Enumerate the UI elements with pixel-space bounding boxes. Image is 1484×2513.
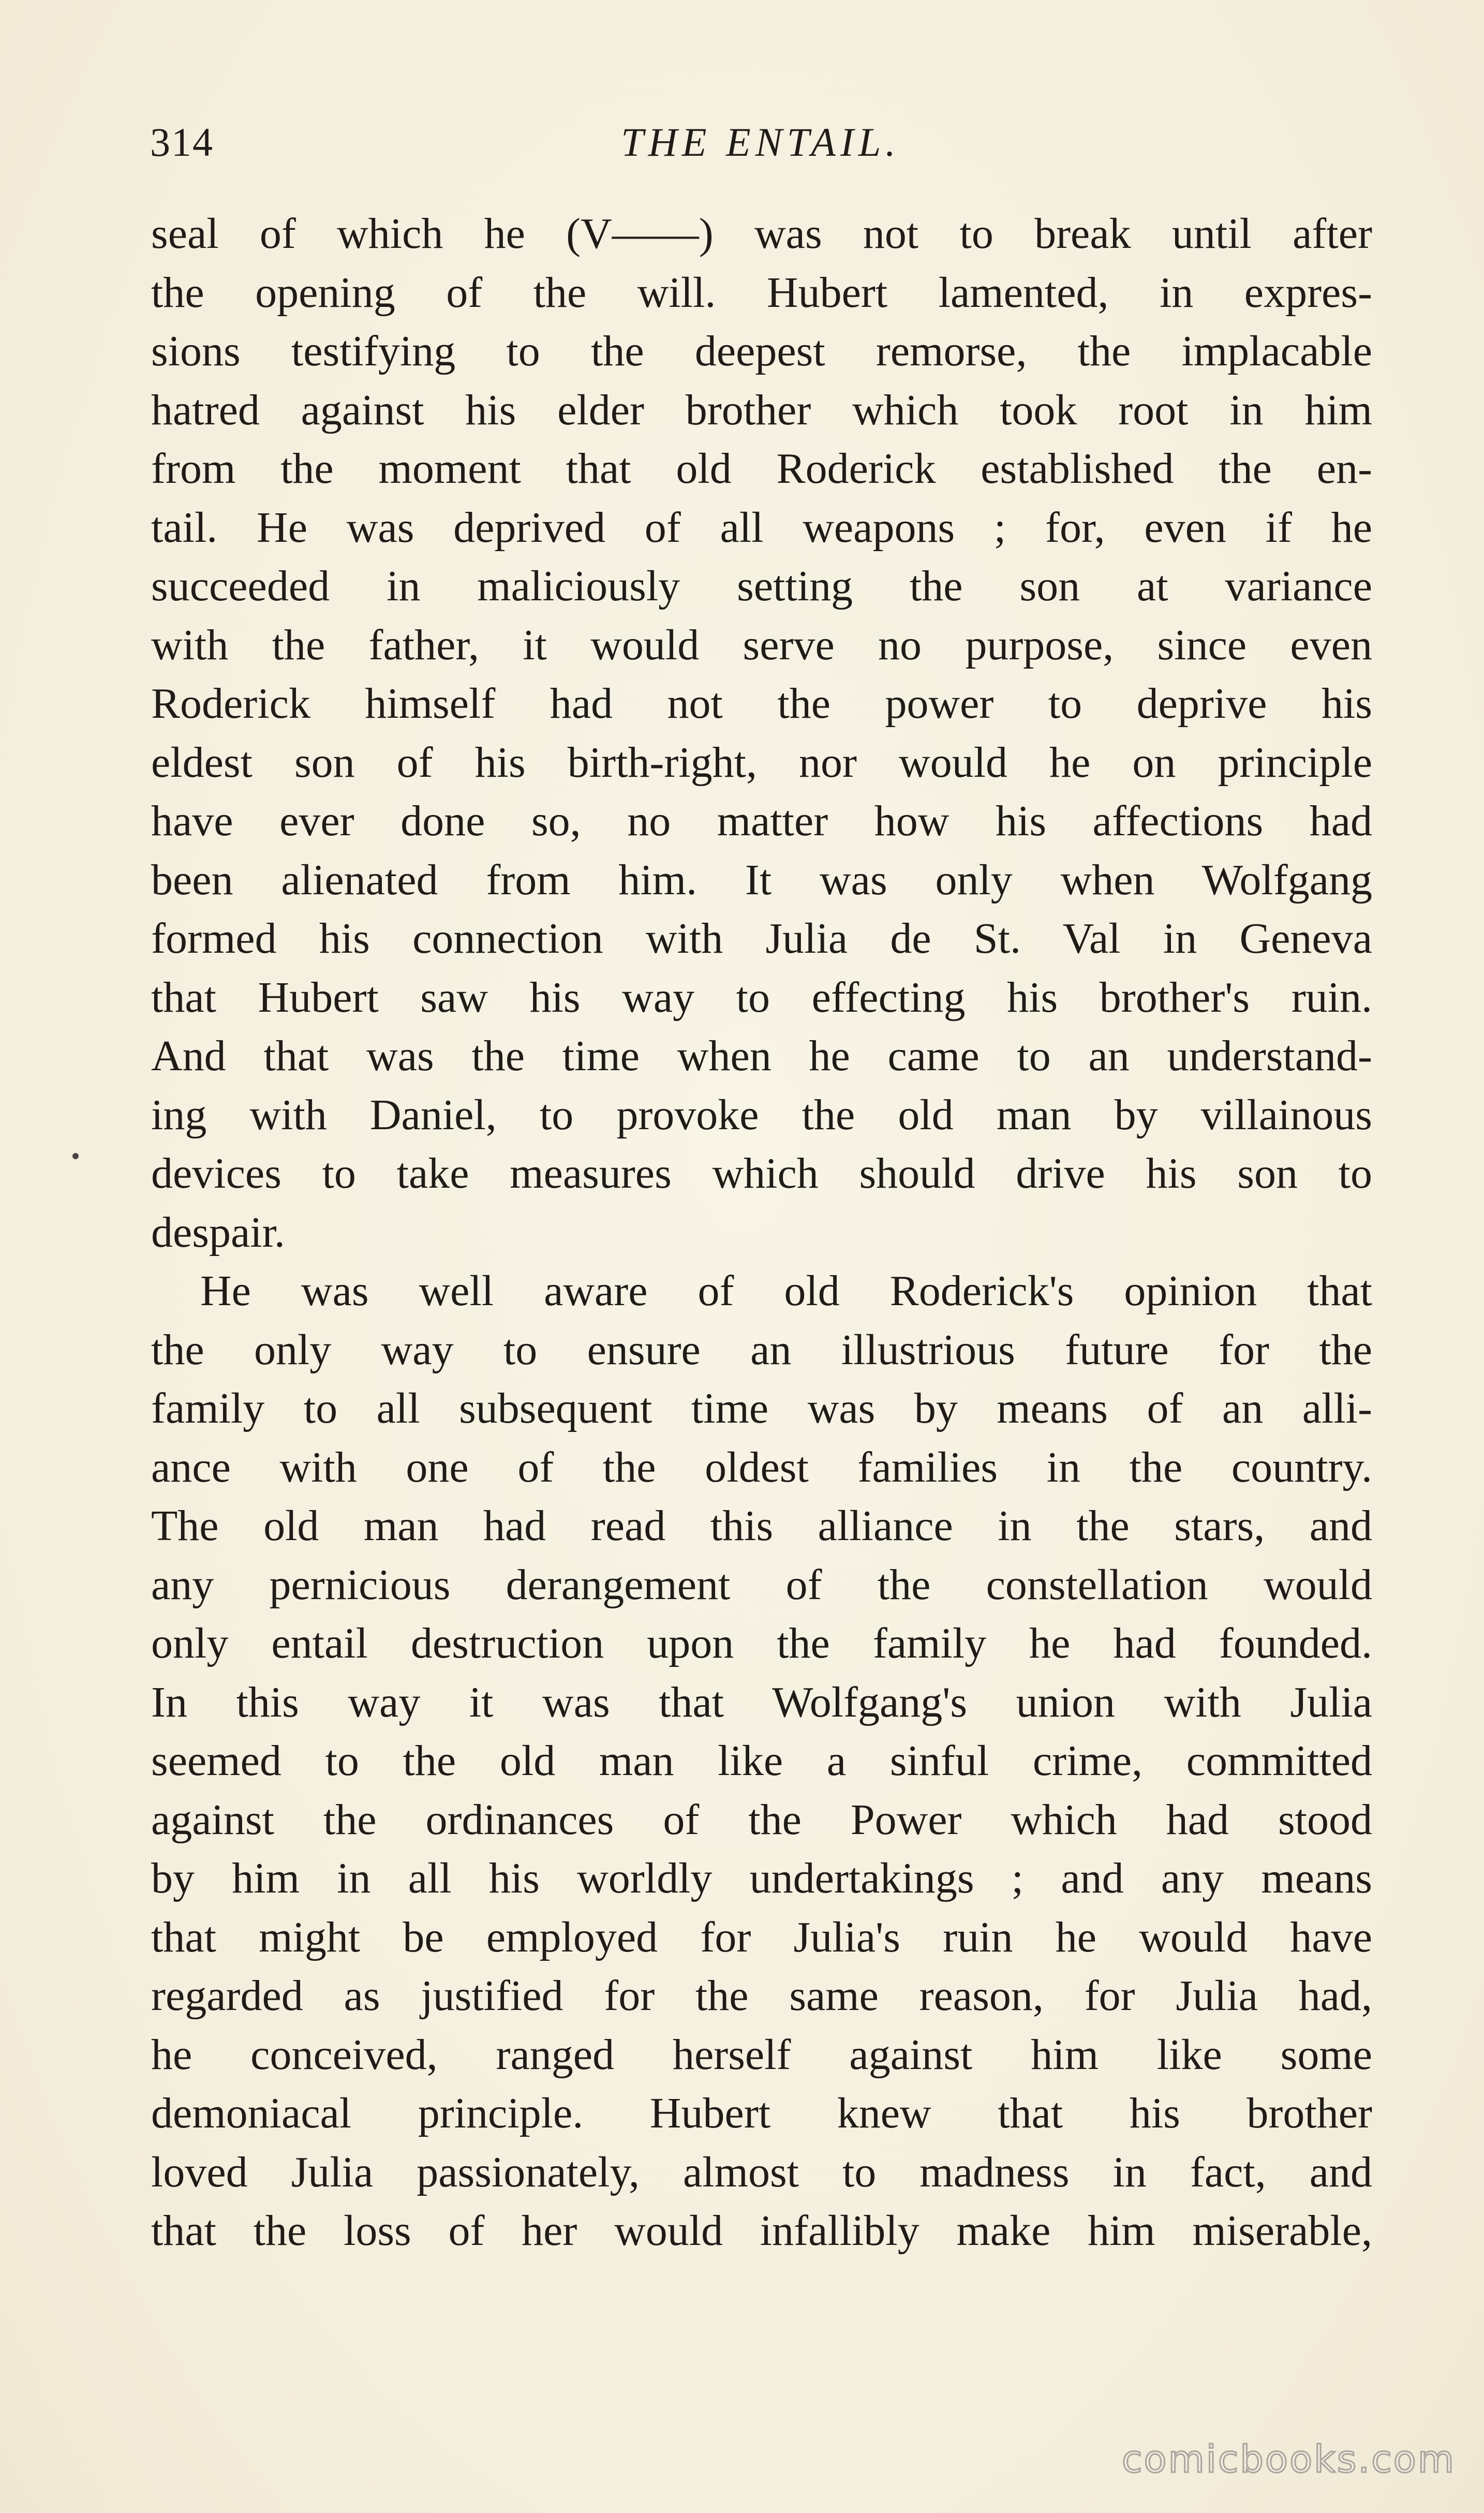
text-line: And that was the time when he came to an understand-: [151, 1032, 1372, 1080]
paragraph-start-line: He was well aware of old Roderick's opinion that: [200, 1267, 1372, 1315]
text-line: only entail destruction upon the family he had founded.: [151, 1619, 1372, 1667]
text-line: that Hubert saw his way to effecting his brother's ruin.: [151, 973, 1372, 1022]
text-line: loved Julia passionately, almost to madness in fact, and: [151, 2148, 1372, 2196]
text-line: In this way it was that Wolfgang's union with Julia: [151, 1678, 1372, 1726]
watermark: comicbooks.com: [1121, 2437, 1456, 2481]
text-line: against the ordinances of the Power which had stood: [151, 1795, 1372, 1844]
ink-speck: [72, 1153, 79, 1159]
body-text: [151, 204, 1372, 2260]
text-line: Roderick himself had not the power to deprive his: [151, 679, 1372, 728]
text-line: by him in all his worldly undertakings ; and any means: [151, 1854, 1372, 1902]
text-line: despair.: [151, 1208, 285, 1256]
text-line: that might be employed for Julia's ruin he would have: [151, 1913, 1372, 1961]
running-head: THE ENTAIL.: [621, 120, 900, 165]
page-number: 314: [150, 120, 214, 165]
text-line: demoniacal principle. Hubert knew that his brother: [151, 2089, 1372, 2137]
text-line: eldest son of his birth-right, nor would he on principle: [151, 738, 1372, 787]
text-line: regarded as justified for the same reason, for Julia had,: [151, 1972, 1372, 2020]
text-line: tail. He was deprived of all weapons ; for, even if he: [151, 503, 1372, 552]
text-line: from the moment that old Roderick established the en-: [151, 445, 1372, 493]
text-line: that the loss of her would infallibly make him miserable,: [151, 2207, 1372, 2255]
text-line: seal of which he (V——) was not to break until after: [151, 210, 1372, 258]
text-line: the opening of the will. Hubert lamented, in expres-: [151, 268, 1372, 317]
text-line: devices to take measures which should drive his son to: [151, 1149, 1372, 1198]
text-line: formed his connection with Julia de St. Val in Geneva: [151, 914, 1372, 963]
text-line: any pernicious derangement of the constellation would: [151, 1560, 1372, 1609]
text-line: ing with Daniel, to provoke the old man by villainous: [151, 1090, 1372, 1139]
text-line: succeeded in maliciously setting the son at variance: [151, 562, 1372, 610]
text-line: family to all subsequent time was by means of an alli-: [151, 1384, 1372, 1432]
text-line: he conceived, ranged herself against him like some: [151, 2030, 1372, 2079]
text-line: The old man had read this alliance in the stars, and: [151, 1502, 1372, 1550]
text-line: the only way to ensure an illustrious future for the: [151, 1325, 1372, 1374]
text-line: sions testifying to the deepest remorse, the implacable: [151, 327, 1372, 375]
text-line: hatred against his elder brother which took root in him: [151, 386, 1372, 434]
text-line: ance with one of the oldest families in the country.: [151, 1443, 1372, 1491]
text-line: been alienated from him. It was only when Wolfgang: [151, 855, 1372, 904]
text-line: seemed to the old man like a sinful crime, committed: [151, 1737, 1372, 1785]
text-line: with the father, it would serve no purpose, since even: [151, 620, 1372, 669]
page-header: [150, 109, 1371, 176]
text-line: have ever done so, no matter how his affections had: [151, 797, 1372, 845]
